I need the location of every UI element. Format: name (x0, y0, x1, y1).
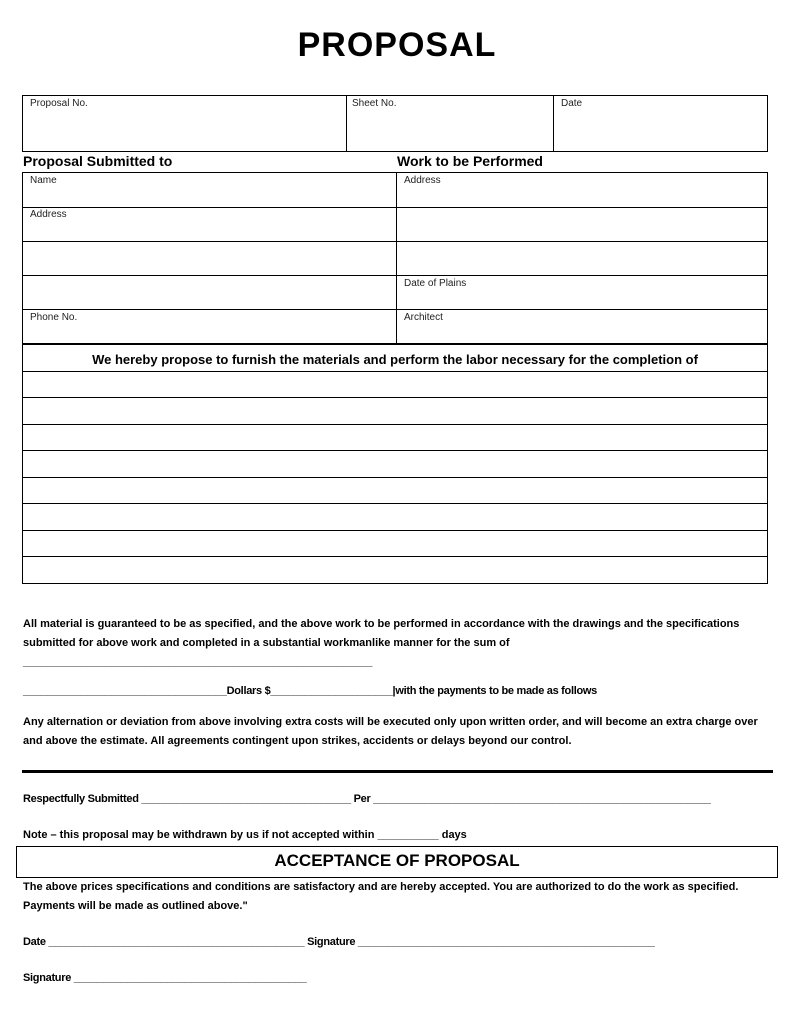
page-title: PROPOSAL (297, 26, 497, 64)
dollars-line[interactable]: ___________________________________Dollars $_____________________|with the payments to be made as follows (23, 685, 597, 697)
acceptance-paragraph: The above prices specifications and conditions are satisfactory and are hereby accepted. You are authorized to do the work as specified. Payments will be made as outlined above." (23, 881, 739, 912)
propose-statement: We hereby propose to furnish the materials and perform the labor necessary for the completion of (92, 352, 698, 367)
header-divider (553, 95, 554, 152)
date-field[interactable]: Date (561, 98, 583, 109)
work-description-box (22, 344, 768, 584)
proposal-no-field[interactable]: Proposal No. (30, 98, 88, 109)
withdrawal-note[interactable]: Note – this proposal may be withdrawn by us if not accepted within __________ days (23, 829, 467, 841)
address-field-left[interactable]: Address (30, 209, 67, 220)
header-divider (346, 95, 347, 152)
description-line[interactable] (22, 450, 768, 451)
work-performed-heading: Work to be Performed (397, 153, 543, 169)
description-line[interactable] (22, 530, 768, 531)
date-signature-line[interactable]: Date ____________________________________________ Signature ___________________________________________________ (23, 936, 655, 948)
section-divider (22, 770, 773, 773)
description-line[interactable] (22, 503, 768, 504)
date-of-plains-field[interactable]: Date of Plains (404, 278, 467, 289)
info-grid-row-line (22, 275, 768, 276)
architect-field[interactable]: Architect (404, 312, 443, 323)
info-grid (22, 172, 768, 344)
respectfully-submitted-line[interactable]: Respectfully Submitted ____________________________________ Per __________________________________________________________ (23, 793, 711, 805)
info-grid-row-line (22, 241, 768, 242)
phone-field[interactable]: Phone No. (30, 312, 78, 323)
sum-line[interactable]: ____________________________________________________________ (23, 656, 373, 668)
sheet-no-field[interactable]: Sheet No. (352, 98, 397, 109)
name-field[interactable]: Name (30, 175, 57, 186)
description-line[interactable] (22, 397, 768, 398)
alteration-paragraph: Any alternation or deviation from above involving extra costs will be executed only upon written order, and will become an extra charge over and above the estimate. All agreements contingent upon strikes, accidents or delays beyond our control. (23, 716, 758, 747)
acceptance-title: ACCEPTANCE OF PROPOSAL (274, 851, 520, 870)
guarantee-paragraph: All material is guaranteed to be as specified, and the above work to be performed in accordance with the drawings and the specifications submitted for above work and completed in a substantial workmanlike manner for the sum of (23, 618, 740, 649)
description-line[interactable] (22, 424, 768, 425)
description-line[interactable] (22, 556, 768, 557)
info-grid-row-line (22, 207, 768, 208)
description-line[interactable] (22, 477, 768, 478)
description-line[interactable] (22, 371, 768, 372)
submitted-to-heading: Proposal Submitted to (23, 153, 173, 169)
second-signature-line[interactable]: Signature ________________________________________ (23, 972, 307, 984)
address-field-right[interactable]: Address (404, 175, 441, 186)
info-grid-row-line (22, 309, 768, 310)
info-grid-divider (396, 172, 397, 344)
